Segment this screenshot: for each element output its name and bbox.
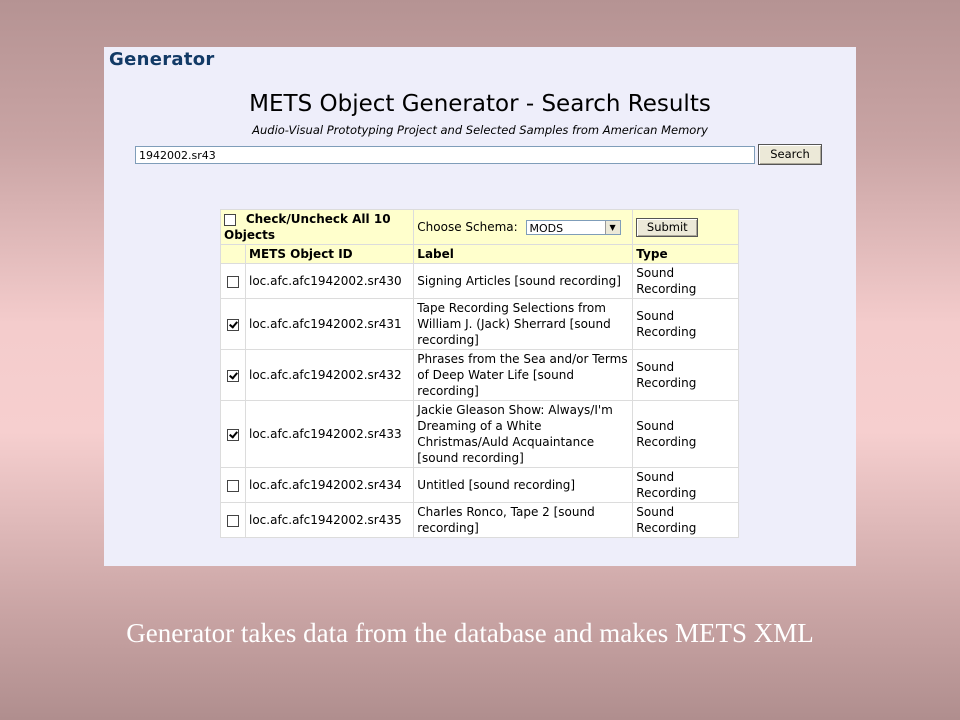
row-label: Tape Recording Selections from William J. (Jack) Sherrard [sound recording] (414, 299, 633, 350)
row-type: Sound Recording (633, 468, 739, 503)
row-label: Charles Ronco, Tape 2 [sound recording] (414, 503, 633, 538)
schema-cell (414, 210, 633, 245)
schema-label: Choose Schema: (417, 220, 518, 235)
column-header-id: METS Object ID (246, 245, 414, 264)
column-header-checkbox (221, 245, 246, 264)
row-type: Sound Recording (633, 503, 739, 538)
schema-select[interactable] (526, 220, 621, 235)
row-checkbox[interactable] (227, 515, 239, 527)
row-type: Sound Recording (633, 264, 739, 299)
row-label: Signing Articles [sound recording] (414, 264, 633, 299)
generator-screenshot (104, 47, 856, 566)
table-row (221, 264, 739, 299)
column-header-row (221, 245, 739, 264)
column-header-label: Label (414, 245, 633, 264)
row-checkbox[interactable] (227, 480, 239, 492)
row-type: Sound Recording (633, 350, 739, 401)
row-object-id: loc.afc.afc1942002.sr430 (246, 264, 414, 299)
row-checkbox[interactable] (227, 429, 239, 441)
table-row (221, 401, 739, 468)
row-object-id: loc.afc.afc1942002.sr432 (246, 350, 414, 401)
row-object-id: loc.afc.afc1942002.sr433 (246, 401, 414, 468)
app-title: Generator (109, 49, 215, 70)
row-label: Untitled [sound recording] (414, 468, 633, 503)
slide-caption: Generator takes data from the database and makes METS XML (126, 618, 814, 648)
table-row (221, 299, 739, 350)
table-row (221, 350, 739, 401)
row-label: Phrases from the Sea and/or Terms of Deep Water Life [sound recording] (414, 350, 633, 401)
column-header-type: Type (633, 245, 739, 264)
row-type: Sound Recording (633, 401, 739, 468)
page-subtitle: Audio-Visual Prototyping Project and Selected Samples from American Memory (252, 123, 708, 137)
search-button[interactable]: Search (758, 144, 822, 165)
row-checkbox[interactable] (227, 370, 239, 382)
row-checkbox[interactable] (227, 276, 239, 288)
table-row (221, 503, 739, 538)
schema-selected-value: MODS (529, 221, 564, 235)
check-all-label: Check/Uncheck All 10 Objects (224, 212, 391, 242)
row-checkbox[interactable] (227, 319, 239, 331)
row-type: Sound Recording (633, 299, 739, 350)
check-all-checkbox[interactable] (224, 214, 236, 226)
page-title: METS Object Generator - Search Results (249, 91, 711, 117)
row-object-id: loc.afc.afc1942002.sr434 (246, 468, 414, 503)
check-all-cell (221, 210, 414, 245)
table-toolbar-row (221, 210, 739, 245)
submit-button[interactable]: Submit (636, 218, 698, 237)
submit-cell (633, 210, 739, 245)
row-object-id: loc.afc.afc1942002.sr431 (246, 299, 414, 350)
search-input[interactable] (135, 146, 755, 164)
row-object-id: loc.afc.afc1942002.sr435 (246, 503, 414, 538)
results-table (220, 209, 739, 538)
table-row (221, 468, 739, 503)
dropdown-arrow-icon[interactable]: ▼ (605, 221, 620, 234)
row-label: Jackie Gleason Show: Always/I'm Dreaming of a White Christmas/Auld Acquaintance [sound recording] (414, 401, 633, 468)
